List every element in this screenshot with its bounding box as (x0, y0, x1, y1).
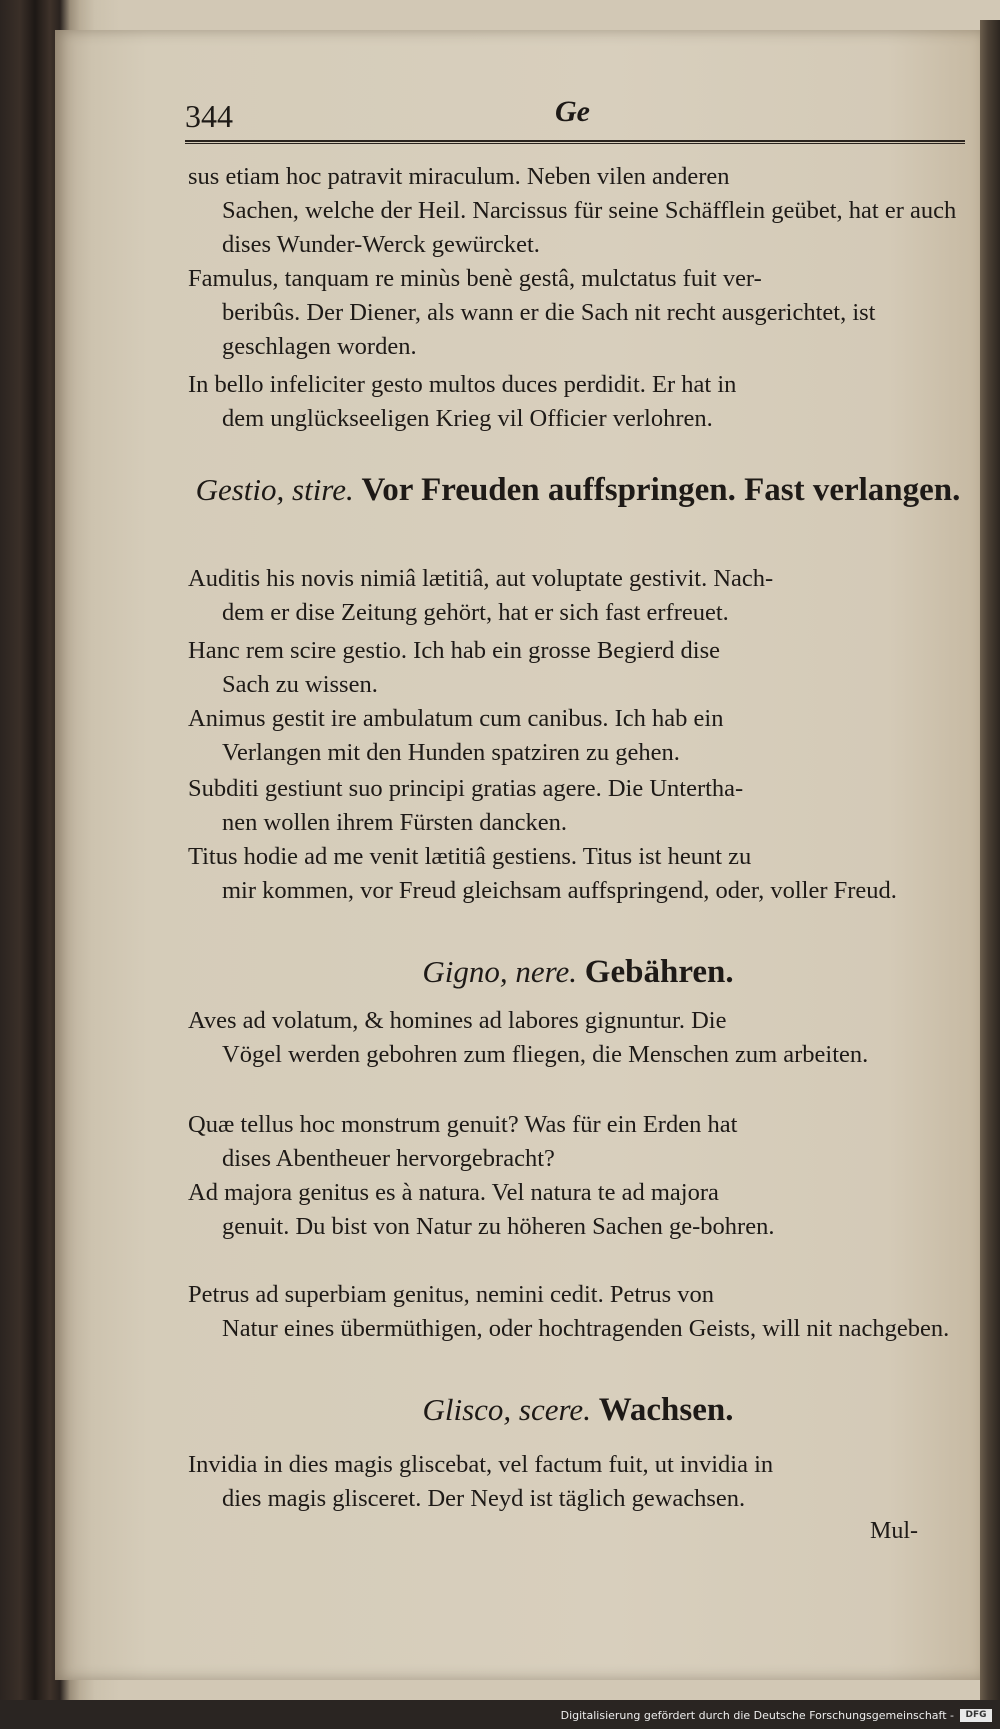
lemma-german: Gebähren. (584, 954, 734, 990)
entry-first-line: Quæ tellus hoc monstrum genuit? Was für ein Erden hat (188, 1111, 738, 1138)
entry-first-line: Famulus, tanquam re minùs benè gestâ, mulctatus fuit ver- (188, 265, 762, 292)
lemma-latin: Gestio, stire. (195, 472, 354, 507)
footer-credit: Digitalisierung gefördert durch die Deutsche Forschungsgemeinschaft - (560, 1709, 954, 1722)
entry-first-line: sus etiam hoc patravit miraculum. Neben vilen anderen (188, 163, 730, 190)
entry-first-line: Petrus ad superbiam genitus, nemini cedit. Petrus von (188, 1281, 714, 1308)
lemma-heading (188, 952, 968, 992)
list-item (188, 1004, 968, 1072)
entry-first-line: Ad majora genitus es à natura. Vel natura te ad majora (188, 1179, 719, 1206)
lemma-heading (188, 470, 968, 510)
entry-continuation: beribûs. Der Diener, als wann er die Sach nit recht ausgerichtet, ist geschlagen worden. (222, 299, 876, 360)
entry-first-line: Animus gestit ire ambulatum cum canibus. Ich hab ein (188, 705, 724, 732)
entry-continuation: Verlangen mit den Hunden spatziren zu gehen. (222, 739, 680, 766)
entry-continuation: genuit. Du bist von Natur zu höheren Sachen ge-bohren. (222, 1213, 775, 1240)
entry-continuation: dises Abentheuer hervorgebracht? (222, 1145, 555, 1172)
lemma-heading (188, 1390, 968, 1430)
entry-continuation: Sach zu wissen. (222, 671, 378, 698)
entry-continuation: mir kommen, vor Freud gleichsam auffspringend, oder, voller Freud. (222, 877, 897, 904)
list-item (188, 562, 968, 630)
list-item (188, 1278, 968, 1346)
list-item (188, 702, 968, 770)
entry-first-line: Invidia in dies magis gliscebat, vel factum fuit, ut invidia in (188, 1451, 774, 1478)
list-item (188, 368, 968, 436)
catchword: Mul- (870, 1518, 918, 1544)
list-item (188, 634, 968, 702)
page-number: 344 (185, 98, 233, 134)
list-item (188, 1176, 968, 1244)
entry-continuation: Natur eines übermüthigen, oder hochtragenden Geists, will nit nachgeben. (222, 1315, 950, 1342)
header-rule (185, 140, 965, 144)
entry-first-line: Hanc rem scire gestio. Ich hab ein grosse Begierd dise (188, 637, 721, 664)
entry-continuation: dem er dise Zeitung gehört, hat er sich fast erfreuet. (222, 599, 729, 626)
lemma-latin: Glisco, scere. (422, 1392, 591, 1427)
entry-continuation: dies magis glisceret. Der Neyd ist täglich gewachsen. (222, 1485, 746, 1512)
list-item (188, 1448, 968, 1516)
entry-first-line: Titus hodie ad me venit lætitiâ gestiens. Titus ist heunt zu (188, 843, 752, 870)
list-item (188, 160, 968, 262)
list-item (188, 772, 968, 840)
entry-continuation: Sachen, welche der Heil. Narcissus für seine Schäfflein geübet, hat er auch dises Wunder-Werck gewürcket. (222, 197, 957, 258)
entry-continuation: nen wollen ihrem Fürsten dancken. (222, 809, 567, 836)
lemma-german: Wachsen. (598, 1392, 734, 1428)
list-item (188, 262, 968, 364)
list-item (188, 1108, 968, 1176)
dfg-logo: DFG (960, 1709, 992, 1722)
running-head: Ge (555, 95, 590, 128)
entry-first-line: In bello infeliciter gesto multos duces perdidit. Er hat in (188, 371, 737, 398)
entry-continuation: dem unglückseeligen Krieg vil Officier verlohren. (222, 405, 713, 432)
lemma-german: Vor Freuden auffspringen. Fast verlangen. (361, 472, 961, 508)
list-item (188, 840, 968, 908)
entry-first-line: Auditis his novis nimiâ lætitiâ, aut voluptate gestivit. Nach- (188, 565, 774, 592)
lemma-latin: Gigno, nere. (422, 954, 578, 989)
entry-first-line: Aves ad volatum, & homines ad labores gignuntur. Die (188, 1007, 727, 1034)
entry-continuation: Vögel werden gebohren zum fliegen, die Menschen zum arbeiten. (222, 1041, 869, 1068)
entry-first-line: Subditi gestiunt suo principi gratias agere. Die Untertha- (188, 775, 744, 802)
